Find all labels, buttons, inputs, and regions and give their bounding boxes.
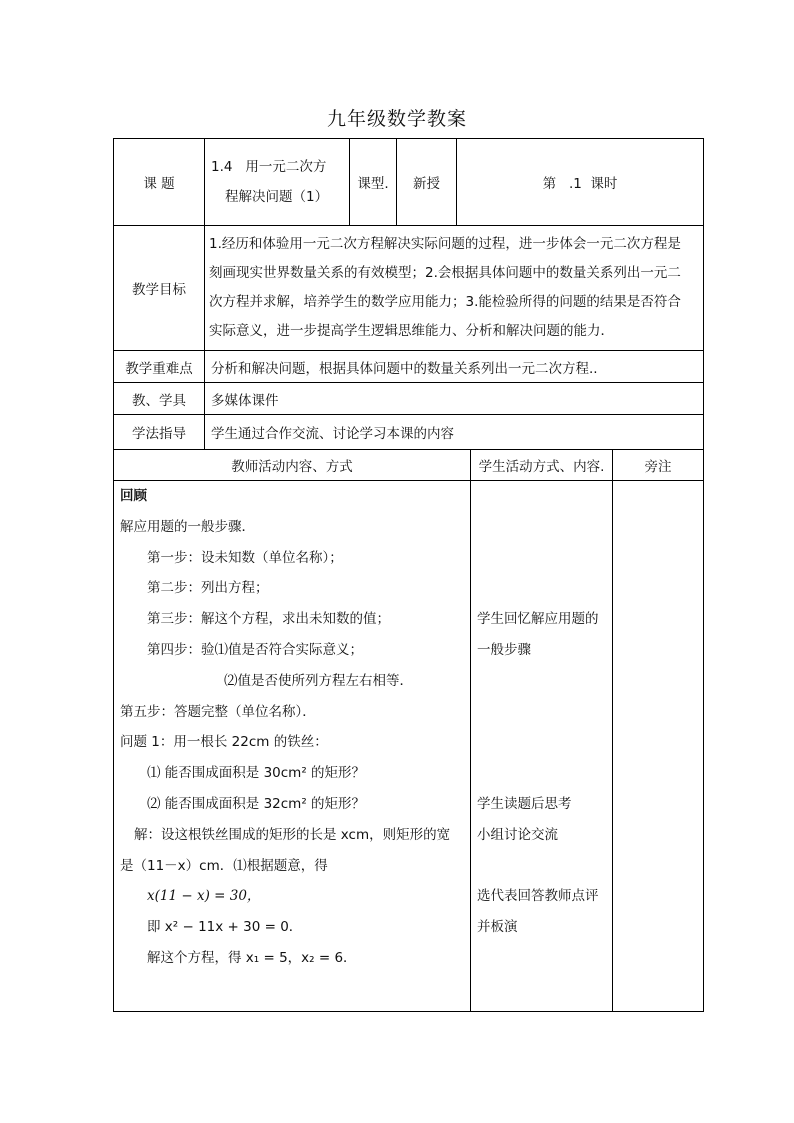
teacher-line: 第三步：解这个方程，求出未知数的值；	[147, 611, 390, 628]
period: 第 .1 课时	[457, 139, 704, 226]
goal-line: 实际意义，进一步提高学生逻辑思维能力、分析和解决问题的能力．	[209, 323, 614, 339]
key-label: 教学重难点	[114, 351, 205, 383]
student-line: 学生读题后思考	[477, 795, 572, 812]
teacher-line: 问题 1：用一根长 22cm 的铁丝：	[120, 734, 328, 751]
equation-line: x(11 − x) = 30，	[147, 888, 261, 905]
type-label: 课型.	[350, 139, 397, 226]
teacher-line: 第四步：验⑴值是否符合实际意义；	[147, 641, 363, 658]
teacher-line: 第五步：答题完整（单位名称）．	[120, 703, 316, 720]
teacher-line: 是（11－x）cm．⑴根据题意，得	[120, 857, 328, 874]
tools-value: 多媒体课件	[205, 383, 704, 415]
student-line: 选代表回答教师点评	[477, 888, 599, 905]
equation-line: 解这个方程，得 x₁ = 5，x₂ = 6．	[147, 949, 357, 966]
goal-line: 1.经历和体验用一元二次方程解决实际问题的过程，进一步体会一元二次方程是	[209, 236, 681, 252]
teacher-line: 第一步：设未知数（单位名称）；	[147, 549, 343, 566]
student-line: 一般步骤	[477, 641, 531, 658]
teacher-line: ⑴ 能否围成面积是 30cm² 的矩形？	[147, 765, 366, 782]
student-line: 小组讨论交流	[477, 826, 558, 843]
goal-line: 刻画现实世界数量关系的有效模型；2.会根据具体问题中的数量关系列出一元二	[209, 265, 681, 281]
lesson-name-part2: 程解决问题（1）	[225, 189, 329, 205]
review-heading: 回顾	[120, 488, 147, 504]
teacher-line: 解应用题的一般步骤．	[120, 518, 255, 535]
student-content	[471, 481, 613, 1012]
student-line: 并板演	[477, 919, 518, 936]
lesson-name-part1: 用一元二次方	[245, 159, 327, 175]
teacher-line: 解：设这根铁丝围成的矩形的长是 xcm，则矩形的宽	[134, 826, 451, 843]
tools-label: 教、学具	[114, 383, 205, 415]
equation-line: 即 x² − 11x + 30 = 0．	[147, 919, 303, 936]
teacher-line: ⑵ 能否围成面积是 32cm² 的矩形？	[147, 795, 366, 812]
document-title: 九年级数学教案	[326, 108, 467, 130]
goal-line: 次方程并求解，培养学生的数学应用能力；3.能检验所得的问题的结果是否符合	[209, 294, 681, 310]
lesson-label: 课 题	[114, 139, 205, 226]
goal-content	[205, 226, 704, 351]
goal-label: 教学目标	[114, 226, 205, 351]
method-label: 学法指导	[114, 415, 205, 450]
column-student: 学生活动方式、内容.	[471, 450, 613, 481]
activity-table	[113, 449, 704, 1012]
notes-content	[613, 481, 704, 1012]
type-value: 新授	[397, 139, 457, 226]
teacher-content	[114, 481, 471, 1012]
lesson-name-cell	[205, 139, 350, 226]
column-teacher: 教师活动内容、方式	[114, 450, 471, 481]
student-line: 学生回忆解应用题的	[477, 611, 599, 628]
column-notes: 旁注	[613, 450, 704, 481]
teacher-line: ⑵值是否使所列方程左右相等．	[224, 672, 413, 689]
method-value: 学生通过合作交流、讨论学习本课的内容	[205, 415, 704, 450]
lesson-number: 1.4	[211, 159, 233, 175]
header-table	[113, 138, 704, 450]
key-value: 分析和解决问题，根据具体问题中的数量关系列出一元二次方程..	[205, 351, 704, 383]
teacher-line: 第二步：列出方程；	[147, 580, 269, 597]
